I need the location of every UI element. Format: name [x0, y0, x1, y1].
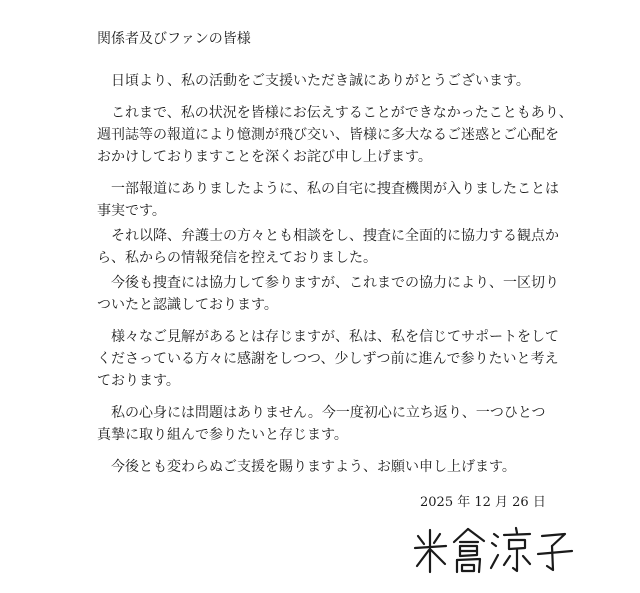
text-line: 私の心身には問題はありません。今一度初心に立ち返り、一つひとつ — [97, 405, 546, 421]
text-line: ております。 — [97, 373, 180, 389]
letter-body — [97, 70, 573, 478]
text-line: 様々なご見解があるとは存じますが、私は、私を信じてサポートをして — [97, 329, 559, 345]
text-line: それ以降、弁護士の方々とも相談をし、捜査に全面的に協力する観点か — [97, 228, 559, 244]
text-line: 真摯に取り組んで参りたいと存じます。 — [97, 427, 348, 443]
letter-date: 2025 年 12 月 26 日 — [420, 495, 546, 510]
text-line: 今後とも変わらぬご支援を賜りますよう、お願い申し上げます。 — [97, 459, 516, 475]
paragraph-health — [97, 402, 546, 446]
paragraph-greeting — [97, 70, 537, 92]
paragraph-cooperation — [97, 225, 559, 269]
text-line: 一部報道にありましたように、私の自宅に捜査機関が入りましたことは — [97, 181, 559, 197]
text-line: 事実です。 — [97, 203, 166, 219]
paragraph-closing — [97, 456, 537, 478]
paragraph-gratitude — [97, 326, 559, 392]
text-line: これまで、私の状況を皆様にお伝えすることができなかったこともあり、 — [97, 105, 573, 121]
salutation: 関係者及びファンの皆様 — [97, 31, 251, 47]
paragraph-apology — [97, 102, 573, 168]
text-line: おかけしておりますことを深くお詫び申し上げます。 — [97, 149, 432, 165]
paragraph-facts — [97, 178, 559, 222]
paragraph-milestone — [97, 272, 559, 316]
text-line: くださっている方々に感謝をしつつ、少しずつ前に進んで参りたいと考え — [97, 351, 559, 367]
handwritten-signature — [410, 524, 580, 579]
text-line: 今後も捜査には協力して参りますが、これまでの協力により、一区切り — [97, 275, 559, 291]
text-line: 日頃より、私の活動をご支援いただき誠にありがとうございます。 — [97, 73, 530, 89]
text-line: ついたと認識しております。 — [97, 297, 278, 313]
text-line: ら、私からの情報発信を控えておりました。 — [97, 250, 377, 266]
text-line: 週刊誌等の報道により憶測が飛び交い、皆様に多大なるご迷惑とご心配を — [97, 127, 559, 143]
